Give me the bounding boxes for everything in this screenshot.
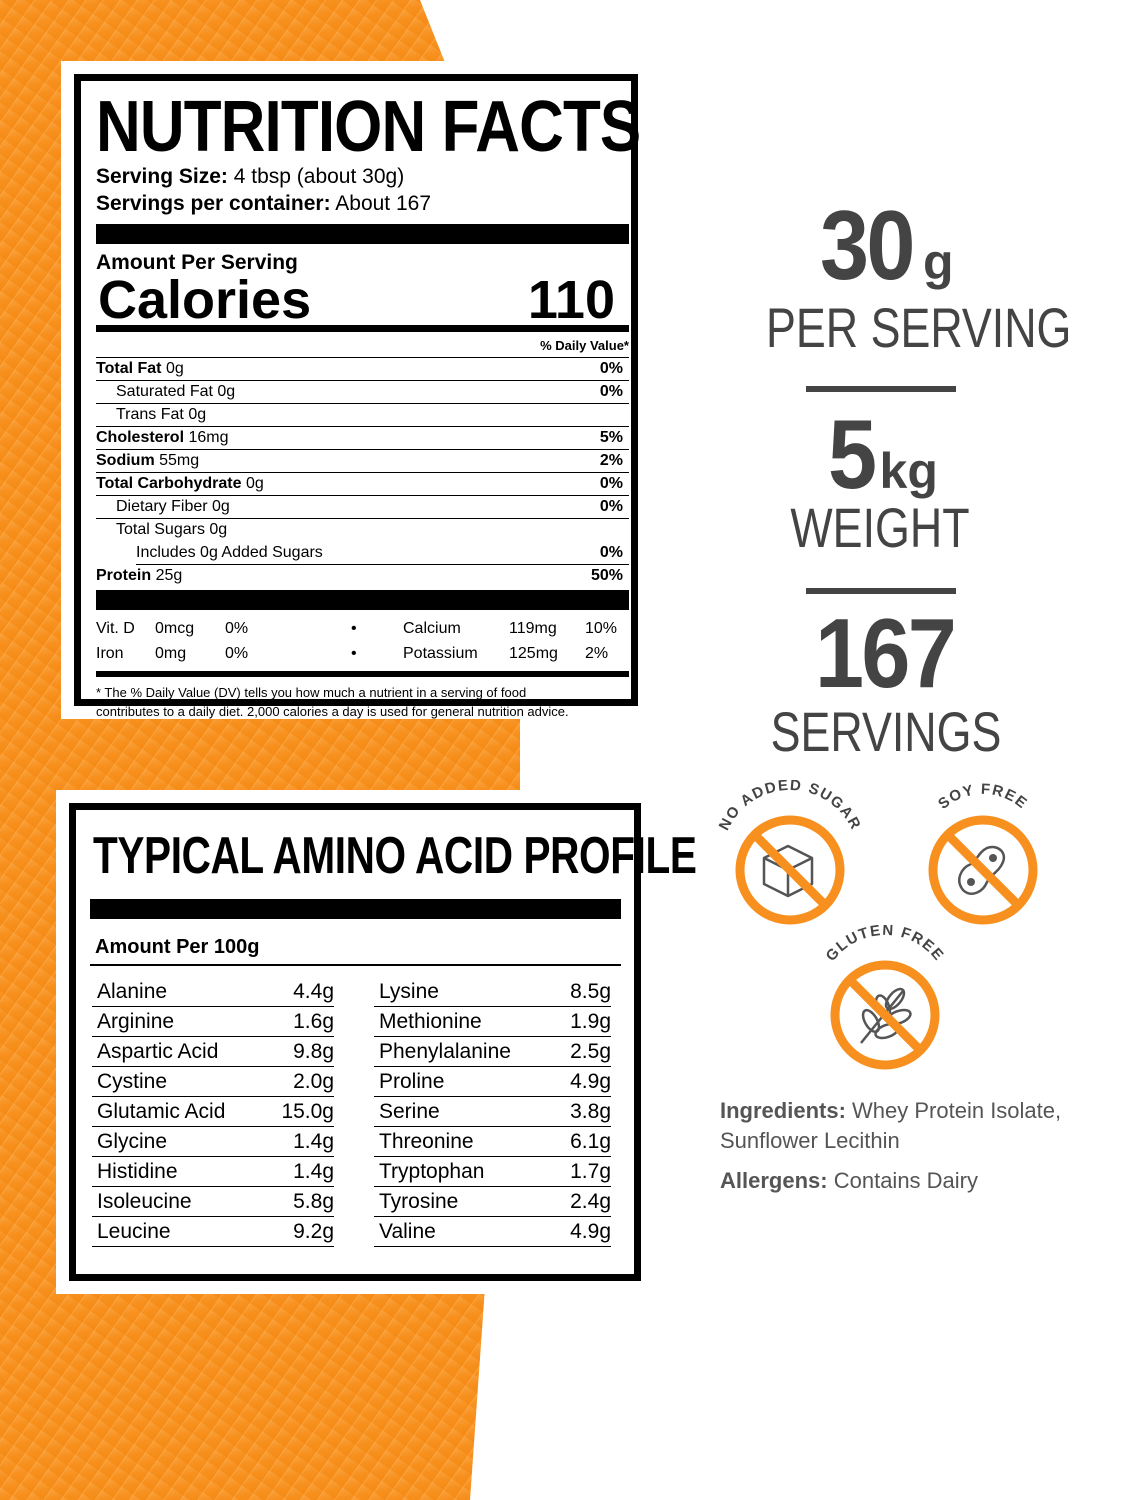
serving-size: Serving Size: 4 tbsp (about 30g) bbox=[96, 165, 405, 188]
amino-value: 9.2g bbox=[293, 1220, 334, 1243]
calories-row bbox=[96, 270, 629, 332]
calories-value: 110 bbox=[527, 270, 615, 330]
nutrient-row-total-carbohydrate: Total Carbohydrate 0g 0% bbox=[96, 473, 629, 496]
no-added-sugar-badge bbox=[700, 780, 880, 930]
amino-value: 4.9g bbox=[570, 1220, 611, 1243]
nutrient-row-trans-fat: Trans Fat 0g bbox=[96, 404, 629, 427]
amino-value: 2.4g bbox=[570, 1190, 611, 1213]
daily-value-footnote: * The % Daily Value (DV) tells you how much a nutrient in a serving of food contributes to a daily diet. 2,000 calories a day is used for general nutrition advice. bbox=[96, 685, 569, 719]
amino-row bbox=[374, 1127, 611, 1157]
amino-value: 1.7g bbox=[570, 1160, 611, 1183]
amino-row bbox=[374, 1217, 611, 1247]
nutrient-row-dietary-fiber: Dietary Fiber 0g 0% bbox=[96, 496, 629, 519]
amino-acid-profile bbox=[69, 803, 697, 1281]
amino-value: 1.4g bbox=[293, 1130, 334, 1153]
svg-text:SOY FREE: SOY FREE bbox=[935, 780, 1031, 813]
vitamin-row: Iron 0mg 0% • Potassium 125mg 2% bbox=[96, 645, 609, 662]
svg-text:GLUTEN FREE: GLUTEN FREE bbox=[822, 925, 948, 965]
nutrient-row-protein: Protein 25g 50% bbox=[96, 567, 623, 584]
amino-row bbox=[92, 1097, 334, 1127]
amount-per-serving: Amount Per Serving bbox=[96, 251, 298, 274]
amino-value: 8.5g bbox=[570, 980, 611, 1003]
amino-name: Tyrosine bbox=[379, 1190, 459, 1213]
allergens: Allergens: Contains Dairy bbox=[720, 1168, 978, 1193]
stat-serving-size: 30 g bbox=[820, 190, 954, 300]
calories-label: Calories bbox=[98, 270, 312, 330]
amino-value: 2.0g bbox=[293, 1070, 334, 1093]
divider-thick bbox=[96, 590, 629, 610]
stat-servings-label: SERVINGS bbox=[770, 700, 1002, 763]
amino-value: 6.1g bbox=[570, 1130, 611, 1153]
stat-divider bbox=[806, 386, 956, 392]
amino-row bbox=[374, 1097, 611, 1127]
amino-value: 2.5g bbox=[570, 1040, 611, 1063]
amino-value: 4.9g bbox=[570, 1070, 611, 1093]
amino-row bbox=[374, 1187, 611, 1217]
amino-name: Tryptophan bbox=[379, 1160, 485, 1183]
amino-value: 4.4g bbox=[293, 980, 334, 1003]
amino-value: 9.8g bbox=[293, 1040, 334, 1063]
wheat-icon bbox=[835, 965, 935, 1065]
amino-row bbox=[374, 1067, 611, 1097]
stat-weight: 5 kg bbox=[828, 399, 938, 509]
amino-row bbox=[92, 1037, 334, 1067]
stat-divider bbox=[806, 588, 956, 594]
amino-name: Histidine bbox=[97, 1160, 178, 1183]
amino-name: Proline bbox=[379, 1070, 445, 1093]
stat-serving-label: PER SERVING bbox=[766, 296, 1072, 359]
amino-value: 15.0g bbox=[281, 1100, 334, 1123]
servings-per-container: Servings per container: About 167 bbox=[96, 192, 432, 215]
svg-text:NO ADDED SUGAR: NO ADDED SUGAR bbox=[715, 780, 865, 834]
nutrient-row-cholesterol: Cholesterol 16mg 5% bbox=[96, 427, 629, 450]
amino-row bbox=[92, 1217, 334, 1247]
amino-name: Threonine bbox=[379, 1130, 474, 1153]
amino-name: Serine bbox=[379, 1100, 440, 1123]
nutrition-facts-label bbox=[74, 74, 641, 719]
amino-name: Methionine bbox=[379, 1010, 482, 1033]
amino-name: Glycine bbox=[97, 1130, 168, 1153]
divider-thin bbox=[96, 671, 629, 677]
amino-name: Cystine bbox=[97, 1070, 168, 1093]
ingredients: Ingredients: Whey Protein Isolate, Sunflower Lecithin bbox=[720, 1098, 1062, 1153]
nutrient-row-total-fat: Total Fat 0g 0% bbox=[96, 358, 629, 381]
amino-subtitle: Amount Per 100g bbox=[95, 936, 260, 958]
amino-name: Lysine bbox=[379, 980, 439, 1003]
amino-value: 3.8g bbox=[570, 1100, 611, 1123]
amino-row bbox=[92, 1067, 334, 1097]
amino-row bbox=[374, 1037, 611, 1067]
amino-name: Alanine bbox=[97, 980, 168, 1003]
soy-free-badge bbox=[893, 780, 1073, 930]
amino-row bbox=[92, 1157, 334, 1187]
daily-value-header: % Daily Value* bbox=[96, 332, 629, 358]
stat-weight-label: WEIGHT bbox=[790, 496, 970, 559]
amino-row bbox=[92, 1007, 334, 1037]
divider-thin bbox=[90, 964, 621, 966]
stat-servings: 167 bbox=[815, 598, 955, 708]
amino-value: 1.4g bbox=[293, 1160, 334, 1183]
nutrition-title: NUTRITION FACTS bbox=[96, 87, 641, 167]
nutrient-row-total-sugars: Total Sugars 0g bbox=[116, 521, 228, 538]
nutrient-row-sodium: Sodium 55mg 2% bbox=[96, 450, 629, 473]
amino-row bbox=[92, 1187, 334, 1217]
amino-column-left bbox=[92, 977, 334, 1247]
amino-row bbox=[374, 977, 611, 1007]
amino-name: Isoleucine bbox=[97, 1190, 192, 1213]
divider-thick bbox=[96, 224, 629, 244]
amino-name: Glutamic Acid bbox=[97, 1100, 226, 1123]
amino-value: 1.6g bbox=[293, 1010, 334, 1033]
gluten-free-badge bbox=[795, 925, 975, 1075]
amino-column-right bbox=[374, 977, 611, 1247]
amino-value: 5.8g bbox=[293, 1190, 334, 1213]
amino-value: 1.9g bbox=[570, 1010, 611, 1033]
soybean-icon bbox=[933, 820, 1033, 920]
amino-row bbox=[92, 1127, 334, 1157]
amino-name: Arginine bbox=[97, 1010, 175, 1033]
sugar-cube-icon bbox=[740, 820, 840, 920]
nutrient-row-saturated-fat: Saturated Fat 0g 0% bbox=[96, 381, 629, 404]
amino-row bbox=[92, 977, 334, 1007]
amino-title: TYPICAL AMINO ACID PROFILE bbox=[93, 827, 697, 885]
amino-name: Aspartic Acid bbox=[97, 1040, 219, 1063]
amino-name: Leucine bbox=[97, 1220, 171, 1243]
divider-thick bbox=[90, 899, 621, 919]
amino-name: Phenylalanine bbox=[379, 1040, 511, 1063]
amino-name: Valine bbox=[379, 1220, 436, 1243]
amino-row bbox=[374, 1007, 611, 1037]
amino-row bbox=[374, 1157, 611, 1187]
nutrient-row-added-sugars: Includes 0g Added Sugars 0% bbox=[136, 542, 629, 565]
vitamin-row: Vit. D 0mcg 0% • Calcium 119mg 10% bbox=[96, 620, 618, 637]
